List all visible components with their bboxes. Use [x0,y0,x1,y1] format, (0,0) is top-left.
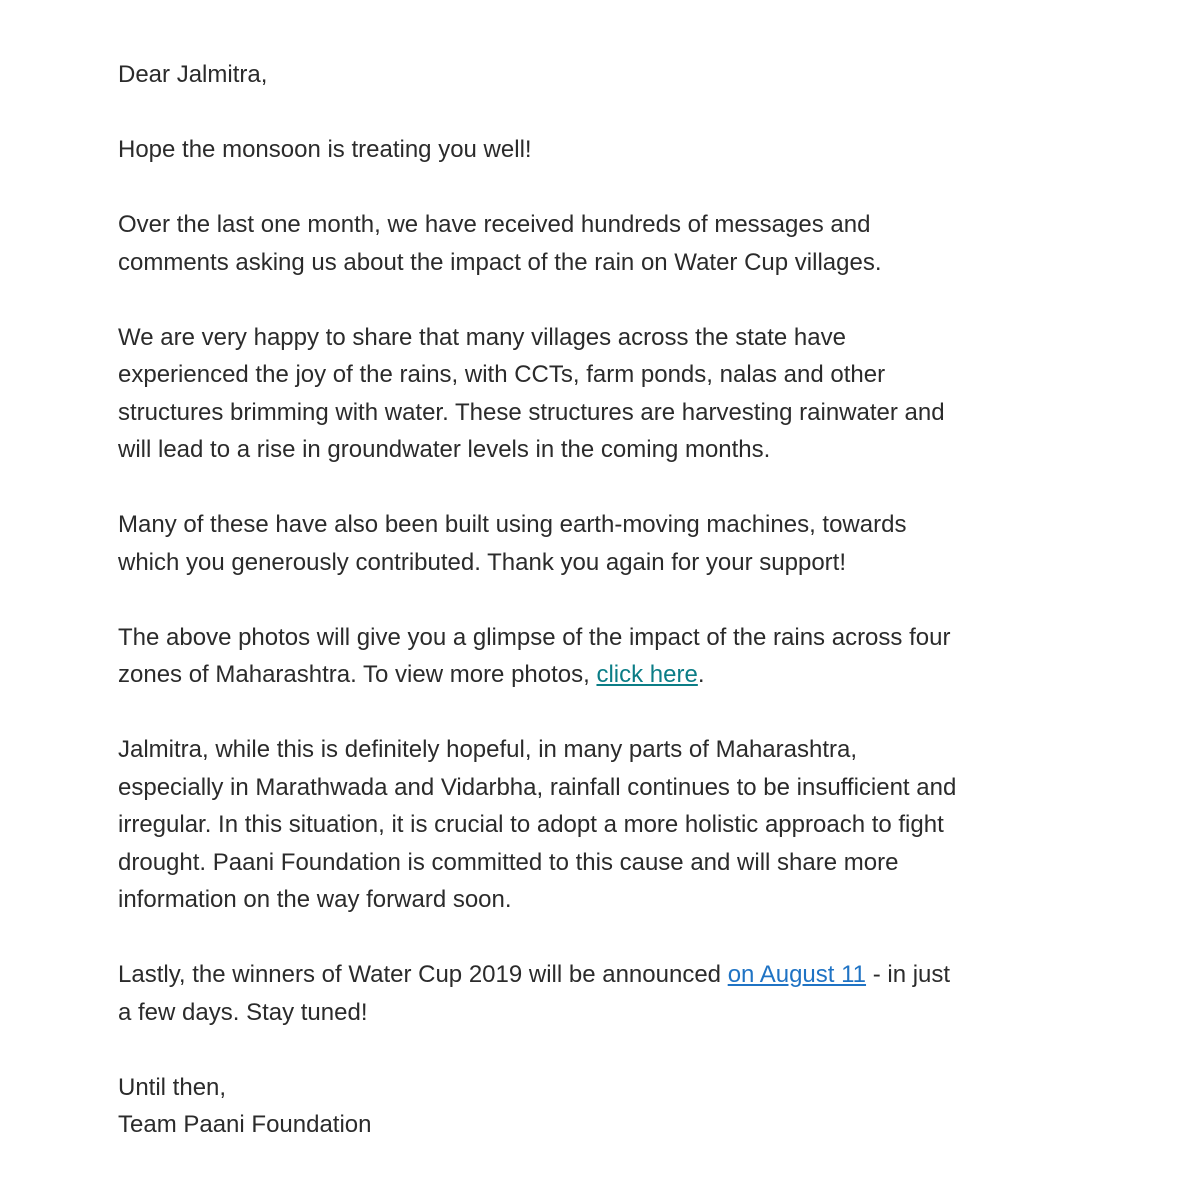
paragraph-winners-text-after-link: - in just [866,961,951,988]
paragraph-villages-line-3: structures brimming with water. These structures are harvesting rainwater and [118,398,945,426]
paragraph-photos-line-1: The above photos will give you a glimpse of the impact of the rains across four [118,623,951,651]
august-11-link[interactable]: on August 11 [727,961,867,988]
signature-line: Team Paani Foundation [118,1111,372,1138]
paragraph-winners-text-before-link: Lastly, the winners of Water Cup 2019 will be announced [118,961,728,988]
paragraph-winners [118,956,1018,1031]
paragraph-drought-line-1: Jalmitra, while this is definitely hopeful, in many parts of Maharashtra, [118,736,857,763]
paragraph-photos-line-2 [118,656,1018,694]
paragraph-messages-line-1: Over the last one month, we have received hundreds of messages and [118,211,871,238]
paragraph-machines-line-1: Many of these have also been built using earth-moving machines, towards [118,511,907,538]
paragraph-drought-line-5: information on the way forward soon. [118,886,512,913]
paragraph-drought [118,731,1018,919]
paragraph-monsoon [118,131,1018,169]
paragraph-messages [118,206,1018,281]
greeting-text: Dear Jalmitra, [118,61,268,88]
paragraph-winners-line-1 [118,956,1018,994]
paragraph-drought-line-4: drought. Paani Foundation is committed to this cause and will share more [118,848,899,876]
paragraph-messages-line-2: comments asking us about the impact of the rain on Water Cup villages. [118,248,882,276]
click-here-link[interactable]: click here [596,661,698,688]
paragraph-photos-text-before-link: zones of Maharashtra. To view more photos, [118,661,597,688]
paragraph-monsoon-line-1: Hope the monsoon is treating you well! [118,136,532,163]
paragraph-villages-line-1: We are very happy to share that many villages across the state have [118,323,846,351]
paragraph-machines [118,506,1018,581]
paragraph-winners-line-2: a few days. Stay tuned! [118,998,368,1026]
paragraph-villages-line-4: will lead to a rise in groundwater levels in the coming months. [118,436,771,463]
paragraph-villages-line-2: experienced the joy of the rains, with CCTs, farm ponds, nalas and other [118,361,886,388]
paragraph-machines-line-2: which you generously contributed. Thank you again for your support! [118,548,846,576]
paragraph-photos [118,619,1018,694]
paragraph-villages [118,319,1018,469]
paragraph-photos-text-after-link: . [697,661,705,688]
email-body [118,56,1018,1144]
closing-line: Until then, [118,1073,227,1101]
paragraph-drought-line-3: irregular. In this situation, it is crucial to adopt a more holistic approach to fight [118,811,944,838]
paragraph-drought-line-2: especially in Marathwada and Vidarbha, rainfall continues to be insufficient and [118,773,957,801]
closing-signature [118,1069,1018,1144]
greeting [118,56,1018,94]
